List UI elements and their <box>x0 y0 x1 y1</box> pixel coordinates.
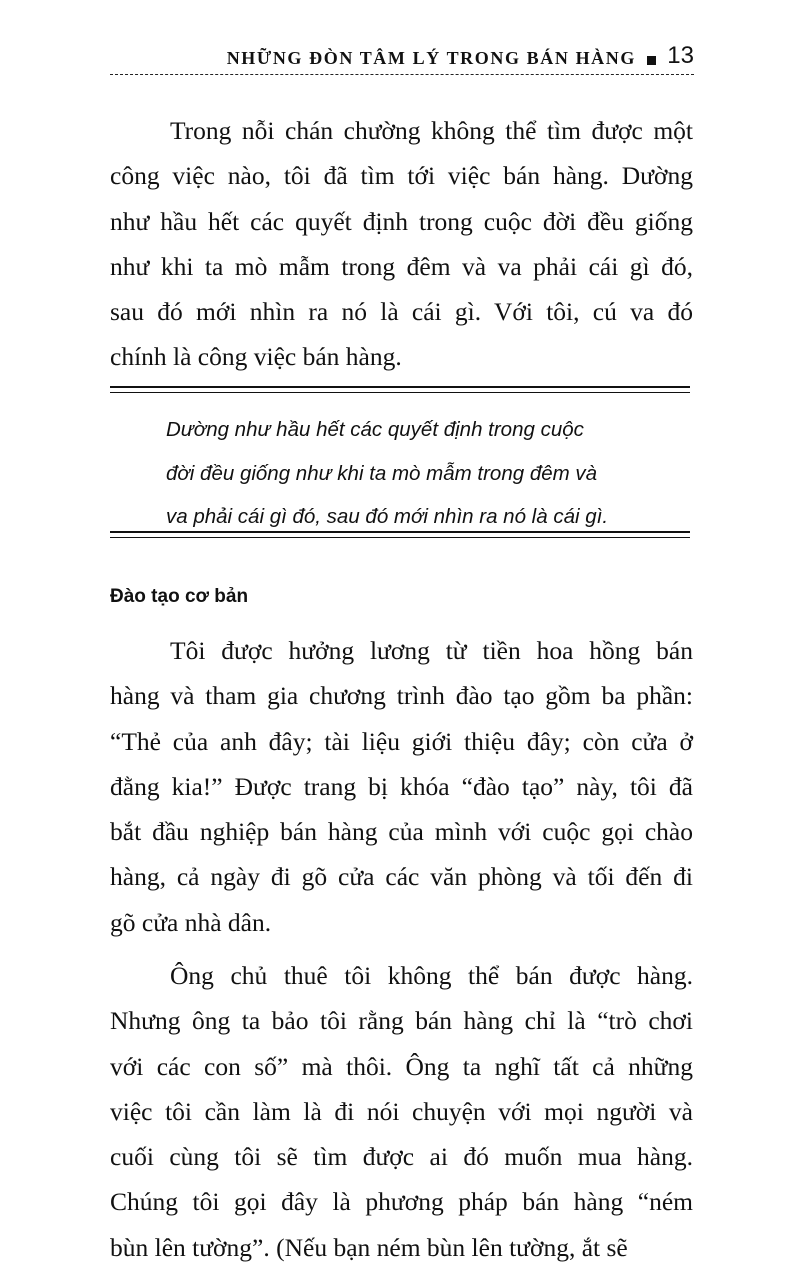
text-line: Ông chủ thuê tôi không thể bán được hàng. <box>170 961 693 990</box>
text-line: Dường như hầu hết các quyết định trong cuộc <box>166 418 584 441</box>
text-line: sau đó mới nhìn ra nó là cái gì. Với tôi, cú va đó <box>110 297 693 327</box>
text-line: đời đều giống như khi ta mò mẫm trong đêm và <box>166 461 598 485</box>
text-line: công việc nào, tôi đã tìm tới việc bán hàng. Dường <box>110 161 693 191</box>
text-line: hàng và tham gia chương trình đào tạo gồm ba phần: <box>110 681 693 711</box>
text-line: gõ cửa nhà dân. <box>110 907 272 937</box>
text-line: Chúng tôi gọi đây là phương pháp bán hàng “ném <box>110 1187 693 1217</box>
page-number: 13 <box>667 42 694 69</box>
text-line: Trong nỗi chán chường không thể tìm được một <box>170 116 693 145</box>
running-header <box>110 44 694 78</box>
text-line: “Thẻ của anh đây; tài liệu giới thiệu đây; còn cửa ở <box>110 726 693 756</box>
text-line: bùn lên tường”. (Nếu bạn ném bùn lên tường, ắt sẽ <box>110 1232 628 1262</box>
text-line: va phải cái gì đó, sau đó mới nhìn ra nó là cái gì. <box>166 505 609 528</box>
text-line: đằng kia!” Được trang bị khóa “đào tạo” này, tôi đã <box>110 771 693 801</box>
text-line: Nhưng ông ta bảo tôi rằng bán hàng chỉ là “trò chơi <box>110 1006 693 1036</box>
quote-top-rule <box>110 386 690 393</box>
paragraph-1 <box>110 108 693 380</box>
pull-quote <box>166 408 666 539</box>
quote-bottom-rule <box>110 531 690 538</box>
text-line: bắt đầu nghiệp bán hàng của mình với cuộc gọi chào <box>110 817 693 847</box>
text-line: việc tôi cần làm là đi nói chuyện với mọi người và <box>110 1096 693 1126</box>
text-line: hàng, cả ngày đi gõ cửa các văn phòng và tối đến đi <box>110 862 693 892</box>
header-dashed-rule <box>110 74 694 75</box>
text-line: chính là công việc bán hàng. <box>110 342 402 372</box>
text-line: Tôi được hưởng lương từ tiền hoa hồng bán <box>170 636 693 665</box>
text-line: cuối cùng tôi sẽ tìm được ai đó muốn mua hàng. <box>110 1142 693 1172</box>
text-line: như hầu hết các quyết định trong cuộc đời đều giống <box>110 206 693 236</box>
paragraph-3 <box>110 953 693 1270</box>
section-heading: Đào tạo cơ bản <box>110 586 249 607</box>
paragraph-2 <box>110 628 693 945</box>
running-title: NHỮNG ĐÒN TÂM LÝ TRONG BÁN HÀNG <box>226 48 636 68</box>
text-line: như khi ta mò mẫm trong đêm và va phải cái gì đó, <box>110 251 693 281</box>
text-line: với các con số” mà thôi. Ông ta nghĩ tất cả những <box>110 1051 693 1081</box>
square-bullet-icon <box>647 56 656 65</box>
